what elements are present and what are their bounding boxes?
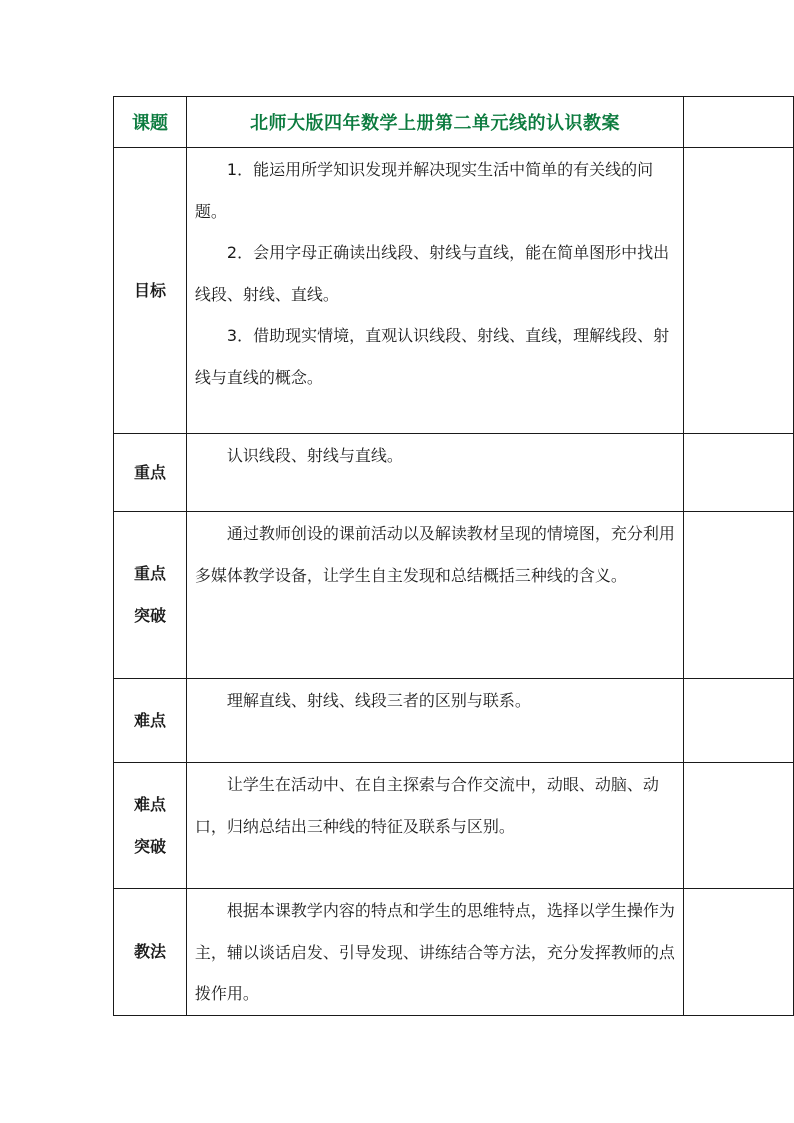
key-breakthrough-label-cell <box>114 512 187 679</box>
row-teaching-method <box>114 889 794 1016</box>
row-key-point <box>114 434 794 512</box>
goal-item: 1．能运用所学知识发现并解决现实生活中简单的有关线的问题。 <box>194 160 654 221</box>
lesson-plan-table <box>113 96 794 1016</box>
content-paragraph: 认识线段、射线与直线。 <box>226 446 403 465</box>
key-breakthrough-content <box>186 512 683 679</box>
extra-cell <box>684 889 794 1016</box>
difficulty-breakthrough-content <box>186 763 683 889</box>
row-label: 目标 <box>133 280 166 300</box>
lesson-title: 北师大版四年数学上册第二单元线的认识教案 <box>186 97 683 148</box>
difficulty-breakthrough-label-cell <box>114 763 187 889</box>
row-label: 突破 <box>133 606 166 625</box>
row-label: 突破 <box>133 836 166 856</box>
row-label: 重点 <box>133 564 166 583</box>
goal-item: 3．借助现实情境，直观认识线段、射线、直线，理解线段、射线与直线的概念。 <box>194 326 670 387</box>
extra-cell <box>684 97 794 148</box>
key-point-label-cell <box>114 434 187 512</box>
content-paragraph: 根据本课教学内容的特点和学生的思维特点，选择以学生操作为主，辅以谈话启发、引导发现、讲练结合等方法，充分发挥教师的点拨作用。 <box>194 901 675 1003</box>
extra-cell <box>684 434 794 512</box>
row-difficulty-breakthrough <box>114 763 794 889</box>
difficulty-label-cell <box>114 679 187 763</box>
row-label: 难点 <box>133 710 166 730</box>
content-paragraph: 让学生在活动中、在自主探索与合作交流中，动眼、动脑、动口，归纳总结出三种线的特征及联系与区别。 <box>194 775 659 836</box>
difficulty-content <box>186 679 683 763</box>
title-row <box>114 97 794 148</box>
extra-cell <box>684 763 794 889</box>
goals-label-cell <box>114 148 187 434</box>
row-label: 教法 <box>133 941 166 961</box>
content-paragraph: 通过教师创设的课前活动以及解读教材呈现的情境图，充分利用多媒体教学设备，让学生自主发现和总结概括三种线的含义。 <box>194 524 675 585</box>
goals-content <box>186 148 683 434</box>
row-difficulty <box>114 679 794 763</box>
extra-cell <box>684 679 794 763</box>
row-goals <box>114 148 794 434</box>
row-label: 重点 <box>133 462 166 482</box>
teaching-method-label-cell <box>114 889 187 1016</box>
content-paragraph: 理解直线、射线、线段三者的区别与联系。 <box>226 691 531 710</box>
teaching-method-content <box>186 889 683 1016</box>
row-label: 难点 <box>133 794 166 814</box>
key-point-content <box>186 434 683 512</box>
row-key-breakthrough <box>114 512 794 679</box>
topic-label: 课题 <box>114 97 187 148</box>
extra-cell <box>684 512 794 679</box>
goal-item: 2．会用字母正确读出线段、射线与直线，能在简单图形中找出线段、射线、直线。 <box>194 243 670 304</box>
extra-cell <box>684 148 794 434</box>
